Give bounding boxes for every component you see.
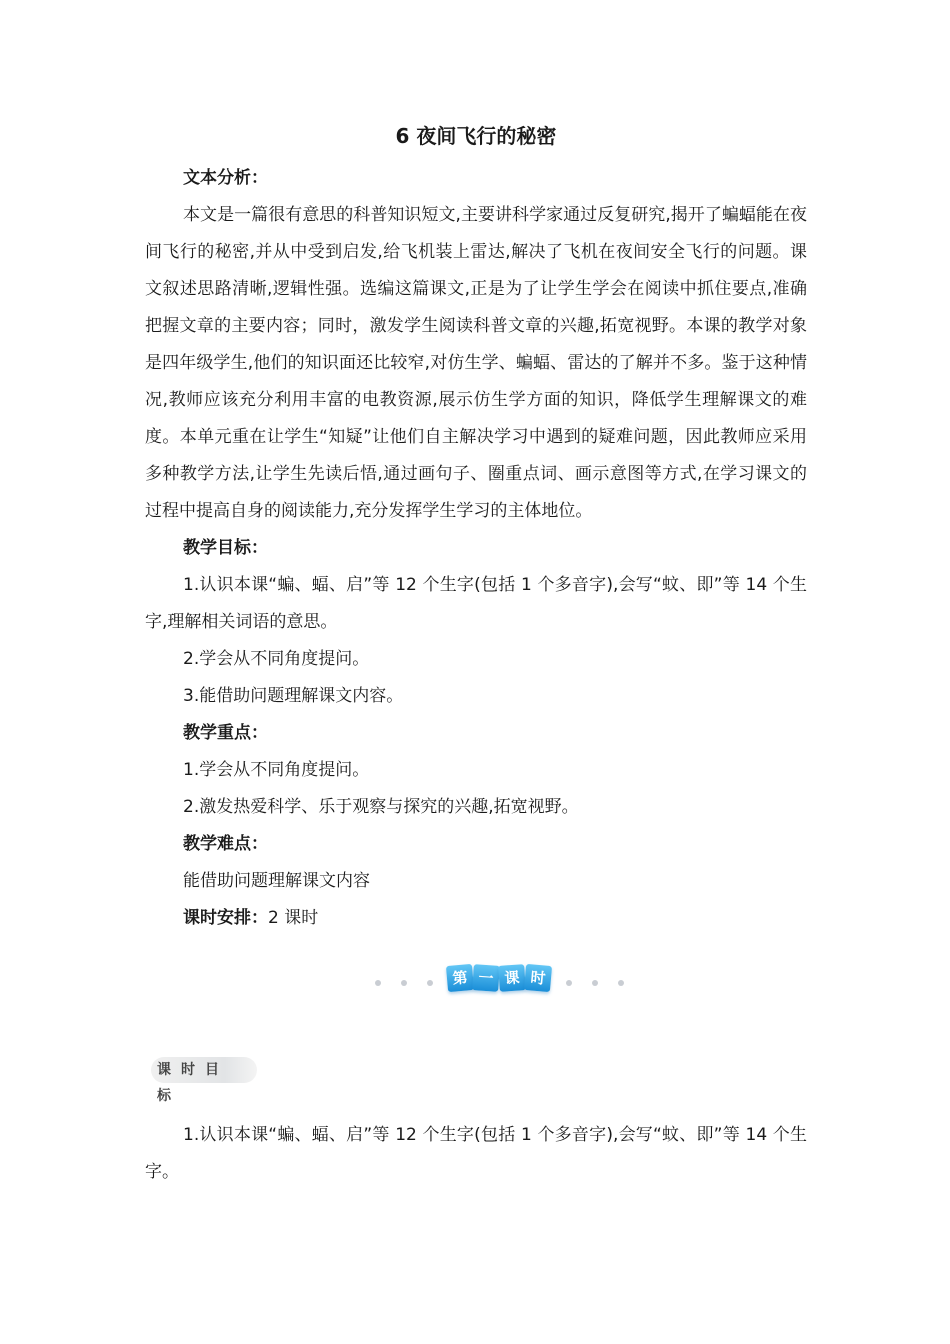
schedule-value: 2 课时 [268, 908, 319, 928]
key-point-1: 1.学会从不同角度提问。 [183, 760, 370, 780]
lesson-badge-char: 一 [472, 964, 500, 992]
document-body [145, 160, 807, 937]
analysis-heading: 文本分析： [183, 168, 268, 188]
key-point-2: 2.激发热爱科学、乐于观察与探究的兴趣,拓宽视野。 [183, 797, 579, 817]
difficulty-text: 能借助问题理解课文内容 [183, 871, 370, 891]
decor-dot [375, 980, 381, 986]
lesson-badge-char: 第 [446, 964, 474, 992]
objective-item-1: 1.认识本课“蝙、蝠、启”等 12 个生字(包括 1 个多音字),会写“蚊、即”等 14 个生字。 [145, 1125, 807, 1182]
goal-item-3: 3.能借助问题理解课文内容。 [183, 686, 404, 706]
lesson-badge-char: 课 [498, 964, 526, 992]
objectives-badge-label: 课时目标 [157, 1062, 229, 1104]
lesson-badge-char: 时 [524, 964, 552, 992]
goal-item-1: 1.认识本课“蝙、蝠、启”等 12 个生字(包括 1 个多音字),会写“蚊、即”等 14 个生字,理解相关词语的意思。 [145, 575, 807, 632]
page-title: 6 夜间飞行的秘密 [395, 124, 557, 148]
decor-dot [566, 980, 572, 986]
schedule-line [145, 900, 807, 937]
schedule-label: 课时安排： [183, 908, 268, 928]
analysis-paragraph: 本文是一篇很有意思的科普知识短文,主要讲科学家通过反复研究,揭开了蝙蝠能在夜间飞行的秘密,并从中受到启发,给飞机装上雷达,解决了飞机在夜间安全飞行的问题。课文叙述思路清晰,逻辑性强。选编这篇课文,正是为了让学生学会在阅读中抓住要点,准确把握文章的主要内容；同时，激发学生阅读科普文章的兴趣,拓宽视野。本课的教学对象是四年级学生,他们的知识面还比较窄,对仿生学、蝙蝠、雷达的了解并不多。鉴于这种情况,教师应该充分利用丰富的电教资源,展示仿生学方面的知识，降低学生理解课文的难度。本单元重在让学生“知疑”让他们自主解决学习中遇到的疑难问题，因此教师应采用多种教学方法,让学生先读后悟,通过画句子、圈重点词、画示意图等方式,在学习课文的过程中提高自身的阅读能力,充分发挥学生学习的主体地位。 [145, 205, 807, 521]
goals-heading: 教学目标： [183, 538, 268, 558]
lesson-badge-row [145, 963, 807, 1003]
difficulty-heading: 教学难点： [183, 834, 268, 854]
goal-item-2: 2.学会从不同角度提问。 [183, 649, 370, 669]
decor-dot [401, 980, 407, 986]
objectives-badge [151, 1053, 257, 1104]
decor-dot [592, 980, 598, 986]
objective-section [145, 1117, 807, 1191]
decor-dot [618, 980, 624, 986]
decor-dot [427, 980, 433, 986]
key-points-heading: 教学重点： [183, 723, 268, 743]
